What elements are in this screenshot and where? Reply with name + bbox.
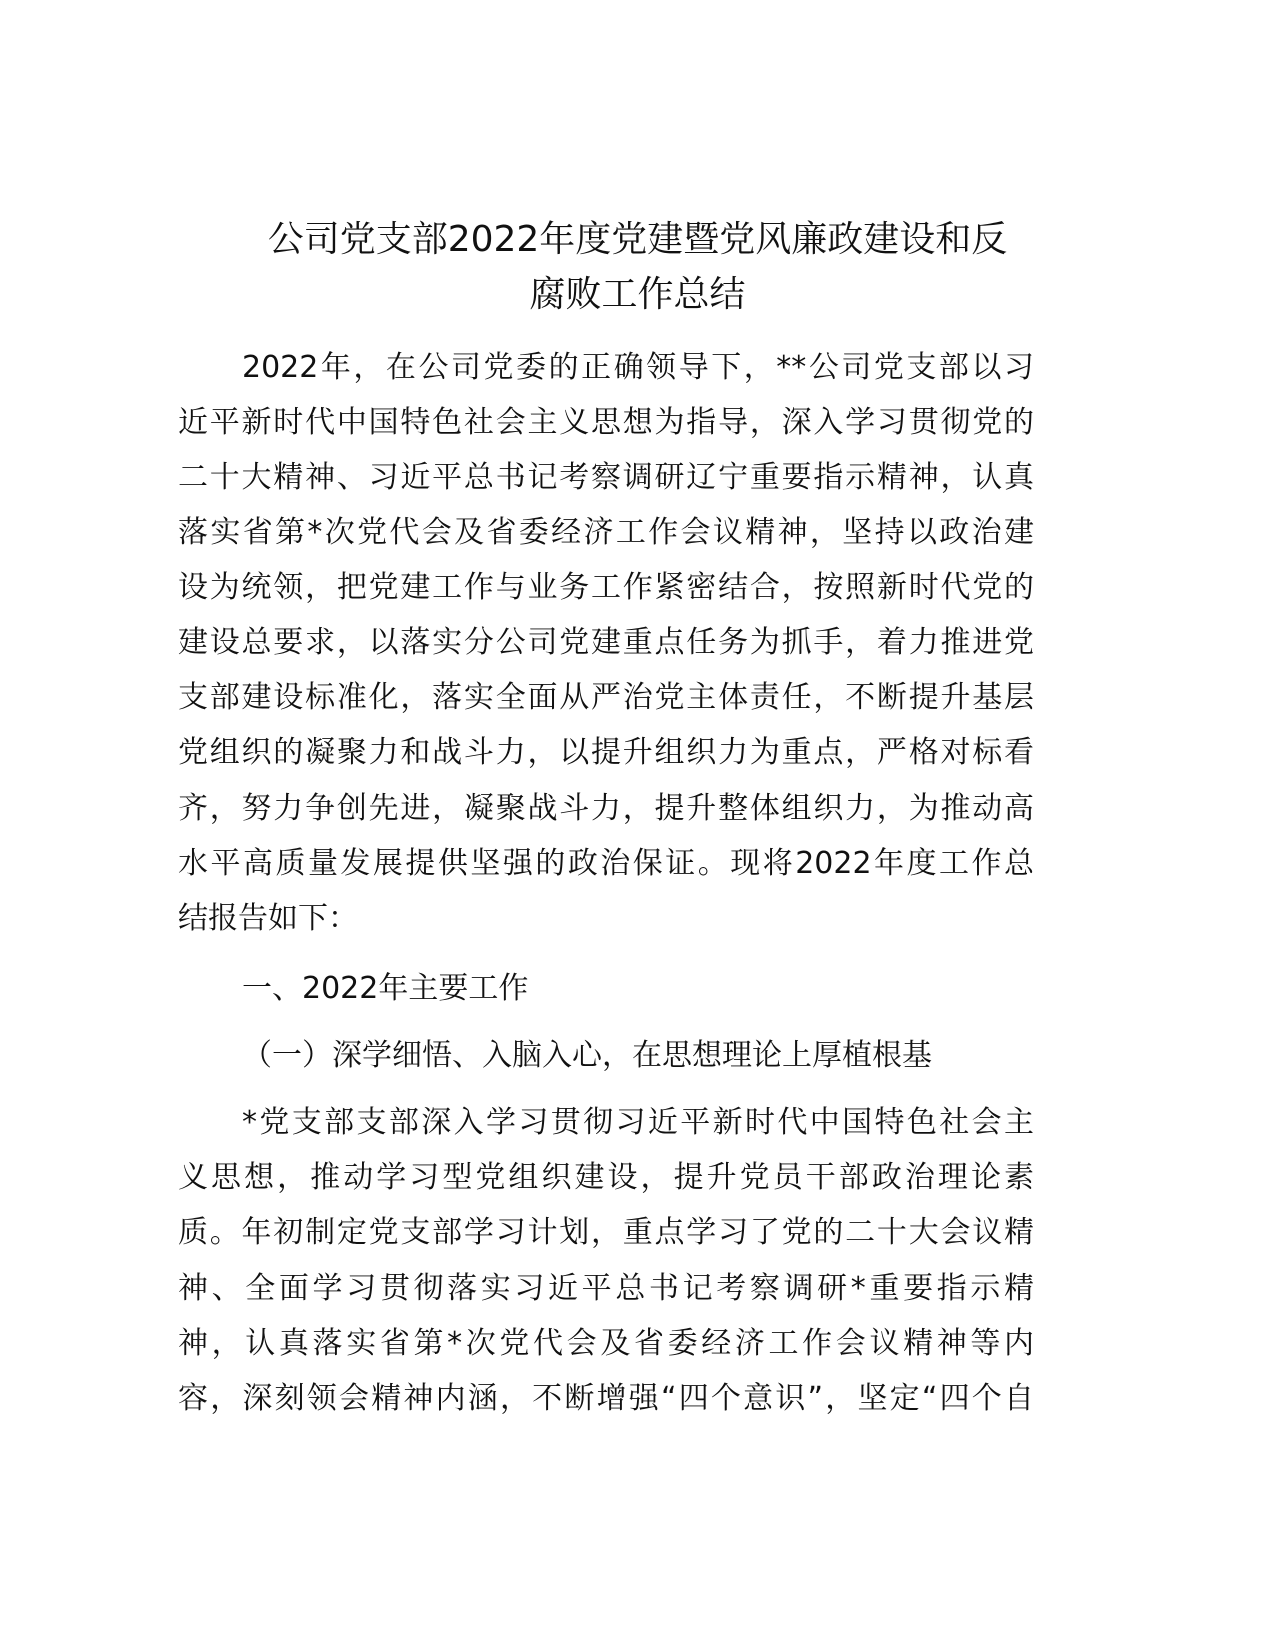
paragraph-line: 2022年，在公司党委的正确领导下，**公司党支部以习	[242, 350, 1034, 385]
paragraph-line: 落实省第*次党代会及省委经济工作会议精神，坚持以政治建	[178, 515, 1034, 550]
paragraph-line: 党组织的凝聚力和战斗力，以提升组织力为重点，严格对标看	[178, 735, 1034, 770]
paragraph-line: 齐，努力争创先进，凝聚战斗力，提升整体组织力，为推动高	[178, 791, 1034, 826]
document-title-line-2: 腐败工作总结	[529, 274, 746, 315]
paragraph-line: 二十大精神、习近平总书记考察调研辽宁重要指示精神，认真	[178, 460, 1034, 495]
paragraph-line: 质。年初制定党支部学习计划，重点学习了党的二十大会议精	[178, 1215, 1034, 1250]
paragraph-line: 支部建设标准化，落实全面从严治党主体责任，不断提升基层	[178, 680, 1034, 715]
subsection-heading: （一）深学细悟、入脑入心，在思想理论上厚植根基	[242, 1038, 932, 1073]
paragraph-line: 神、全面学习贯彻落实习近平总书记考察调研*重要指示精	[178, 1271, 1034, 1306]
paragraph-line: 近平新时代中国特色社会主义思想为指导，深入学习贯彻党的	[178, 405, 1034, 440]
paragraph-line: 义思想，推动学习型党组织建设，提升党员干部政治理论素	[178, 1160, 1034, 1195]
paragraph-line: *党支部支部深入学习贯彻习近平新时代中国特色社会主	[242, 1105, 1034, 1140]
section-heading: 一、2022年主要工作	[242, 971, 529, 1006]
paragraph-line: 神，认真落实省第*次党代会及省委经济工作会议精神等内	[178, 1326, 1034, 1361]
paragraph-line: 结报告如下：	[178, 901, 358, 936]
paragraph-line: 容，深刻领会精神内涵，不断增强“四个意识”，坚定“四个自	[178, 1381, 1034, 1416]
paragraph-line: 建设总要求，以落实分公司党建重点任务为抓手，着力推进党	[178, 625, 1034, 660]
document-title-line-1: 公司党支部2022年度党建暨党风廉政建设和反	[267, 219, 1008, 260]
paragraph-line: 设为统领，把党建工作与业务工作紧密结合，按照新时代党的	[178, 570, 1034, 605]
paragraph-line: 水平高质量发展提供坚强的政治保证。现将2022年度工作总	[178, 846, 1034, 881]
